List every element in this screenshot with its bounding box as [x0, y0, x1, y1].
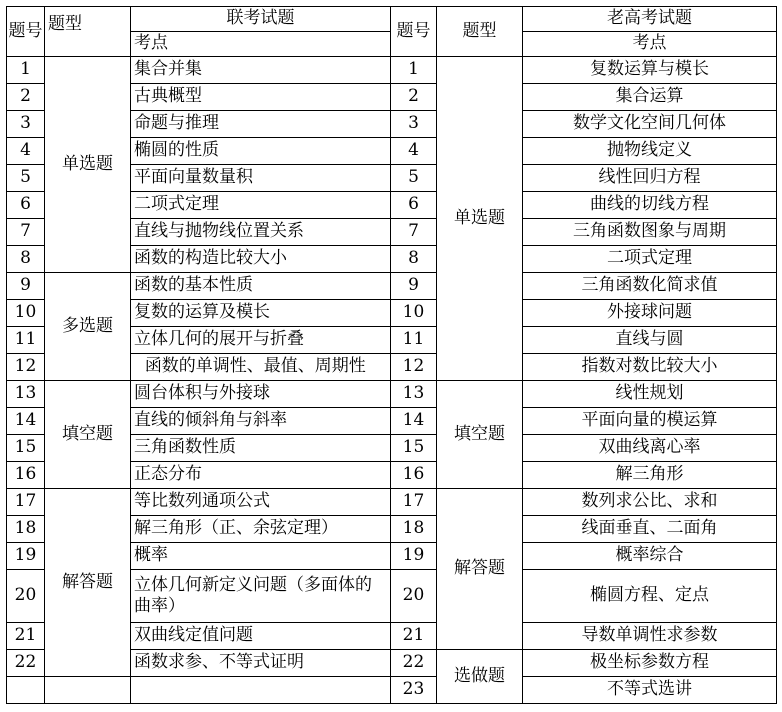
right-topic: 直线与圆: [523, 327, 777, 354]
left-question-number: 8: [7, 246, 45, 273]
table-row: [7, 489, 777, 516]
right-topic: 外接球问题: [523, 300, 777, 327]
left-question-number: 13: [7, 381, 45, 408]
right-num-header: 题号: [391, 7, 437, 57]
left-question-number: 2: [7, 84, 45, 111]
left-title-header: 联考试题: [131, 7, 391, 32]
right-question-number: 12: [391, 354, 437, 381]
left-topic: 二项式定理: [131, 192, 391, 219]
left-question-number: 21: [7, 623, 45, 650]
right-topic: 曲线的切线方程: [523, 192, 777, 219]
right-topic: 三角函数化简求值: [523, 273, 777, 300]
left-topic: 函数求参、不等式证明: [131, 650, 391, 677]
right-topic: 极坐标参数方程: [523, 650, 777, 677]
right-question-number: 8: [391, 246, 437, 273]
left-topic: 古典概型: [131, 84, 391, 111]
right-topic: 三角函数图象与周期: [523, 219, 777, 246]
left-question-number: 4: [7, 138, 45, 165]
left-question-number: 20: [7, 570, 45, 623]
left-type-header: 题型: [45, 7, 131, 57]
right-type-header: 题型: [437, 7, 523, 57]
left-topic: 函数的基本性质: [131, 273, 391, 300]
right-topic: 椭圆方程、定点: [523, 570, 777, 623]
left-topic: 直线的倾斜角与斜率: [131, 408, 391, 435]
right-topic: 概率综合: [523, 543, 777, 570]
right-question-number: 1: [391, 57, 437, 84]
left-topic: 函数的单调性、最值、周期性: [131, 354, 391, 381]
right-question-number: 22: [391, 650, 437, 677]
right-question-number: 18: [391, 516, 437, 543]
left-question-number: 16: [7, 462, 45, 489]
left-question-number: 9: [7, 273, 45, 300]
table-row: [7, 273, 777, 300]
left-question-number: 7: [7, 219, 45, 246]
left-question-number: 19: [7, 543, 45, 570]
right-topic: 平面向量的模运算: [523, 408, 777, 435]
left-question-number: [7, 677, 45, 704]
left-question-type: 解答题: [45, 489, 131, 677]
right-topic: 指数对数比较大小: [523, 354, 777, 381]
left-topic: 三角函数性质: [131, 435, 391, 462]
right-question-number: 13: [391, 381, 437, 408]
right-question-number: 15: [391, 435, 437, 462]
left-num-header: 题号: [7, 7, 45, 57]
right-topic: 不等式选讲: [523, 677, 777, 704]
left-question-number: 17: [7, 489, 45, 516]
right-question-number: 19: [391, 543, 437, 570]
right-question-number: 5: [391, 165, 437, 192]
left-question-number: 18: [7, 516, 45, 543]
right-question-number: 16: [391, 462, 437, 489]
left-question-number: 3: [7, 111, 45, 138]
left-question-type: 填空题: [45, 381, 131, 489]
left-question-number: 6: [7, 192, 45, 219]
left-topic: 双曲线定值问题: [131, 623, 391, 650]
left-question-type: 多选题: [45, 273, 131, 381]
left-topic: 等比数列通项公式: [131, 489, 391, 516]
right-question-type: 选做题: [437, 650, 523, 704]
right-question-number: 14: [391, 408, 437, 435]
right-question-number: 20: [391, 570, 437, 623]
left-topic: 直线与抛物线位置关系: [131, 219, 391, 246]
left-question-type: 单选题: [45, 57, 131, 273]
left-question-number: 15: [7, 435, 45, 462]
right-topic: 双曲线离心率: [523, 435, 777, 462]
left-question-number: 11: [7, 327, 45, 354]
left-topic: 椭圆的性质: [131, 138, 391, 165]
right-point-header: 考点: [523, 32, 777, 57]
left-question-number: 5: [7, 165, 45, 192]
left-topic: 集合并集: [131, 57, 391, 84]
right-topic: 集合运算: [523, 84, 777, 111]
left-topic: [131, 677, 391, 704]
left-question-number: 14: [7, 408, 45, 435]
right-question-type: 填空题: [437, 381, 523, 489]
left-point-header: 考点: [131, 32, 391, 57]
left-topic: 概率: [131, 543, 391, 570]
left-topic: 复数的运算及模长: [131, 300, 391, 327]
right-question-type: 单选题: [437, 57, 523, 381]
right-question-number: 11: [391, 327, 437, 354]
left-topic: 平面向量数量积: [131, 165, 391, 192]
right-topic: 线面垂直、二面角: [523, 516, 777, 543]
right-topic: 复数运算与模长: [523, 57, 777, 84]
right-topic: 数学文化空间几何体: [523, 111, 777, 138]
left-question-number: 1: [7, 57, 45, 84]
left-question-number: 22: [7, 650, 45, 677]
left-topic: 立体几何新定义问题（多面体的曲率）: [131, 570, 391, 623]
right-question-number: 3: [391, 111, 437, 138]
left-topic: 立体几何的展开与折叠: [131, 327, 391, 354]
right-question-number: 21: [391, 623, 437, 650]
right-title-header: 老高考试题: [523, 7, 777, 32]
left-topic: 解三角形（正、余弦定理）: [131, 516, 391, 543]
left-topic: 圆台体积与外接球: [131, 381, 391, 408]
left-topic: 函数的构造比较大小: [131, 246, 391, 273]
right-question-type: 解答题: [437, 489, 523, 650]
comparison-table: [6, 6, 777, 704]
right-topic: 数列求公比、求和: [523, 489, 777, 516]
table-row: [7, 677, 777, 704]
table-row: [7, 57, 777, 84]
right-topic: 解三角形: [523, 462, 777, 489]
right-topic: 二项式定理: [523, 246, 777, 273]
right-topic: 线性规划: [523, 381, 777, 408]
right-question-number: 6: [391, 192, 437, 219]
right-question-number: 2: [391, 84, 437, 111]
left-question-number: 10: [7, 300, 45, 327]
right-question-number: 17: [391, 489, 437, 516]
right-topic: 导数单调性求参数: [523, 623, 777, 650]
right-question-number: 9: [391, 273, 437, 300]
right-question-number: 23: [391, 677, 437, 704]
left-topic: 正态分布: [131, 462, 391, 489]
right-question-number: 7: [391, 219, 437, 246]
table-row: [7, 381, 777, 408]
left-question-type: [45, 677, 131, 704]
right-question-number: 4: [391, 138, 437, 165]
right-topic: 抛物线定义: [523, 138, 777, 165]
left-question-number: 12: [7, 354, 45, 381]
left-topic: 命题与推理: [131, 111, 391, 138]
right-question-number: 10: [391, 300, 437, 327]
right-topic: 线性回归方程: [523, 165, 777, 192]
